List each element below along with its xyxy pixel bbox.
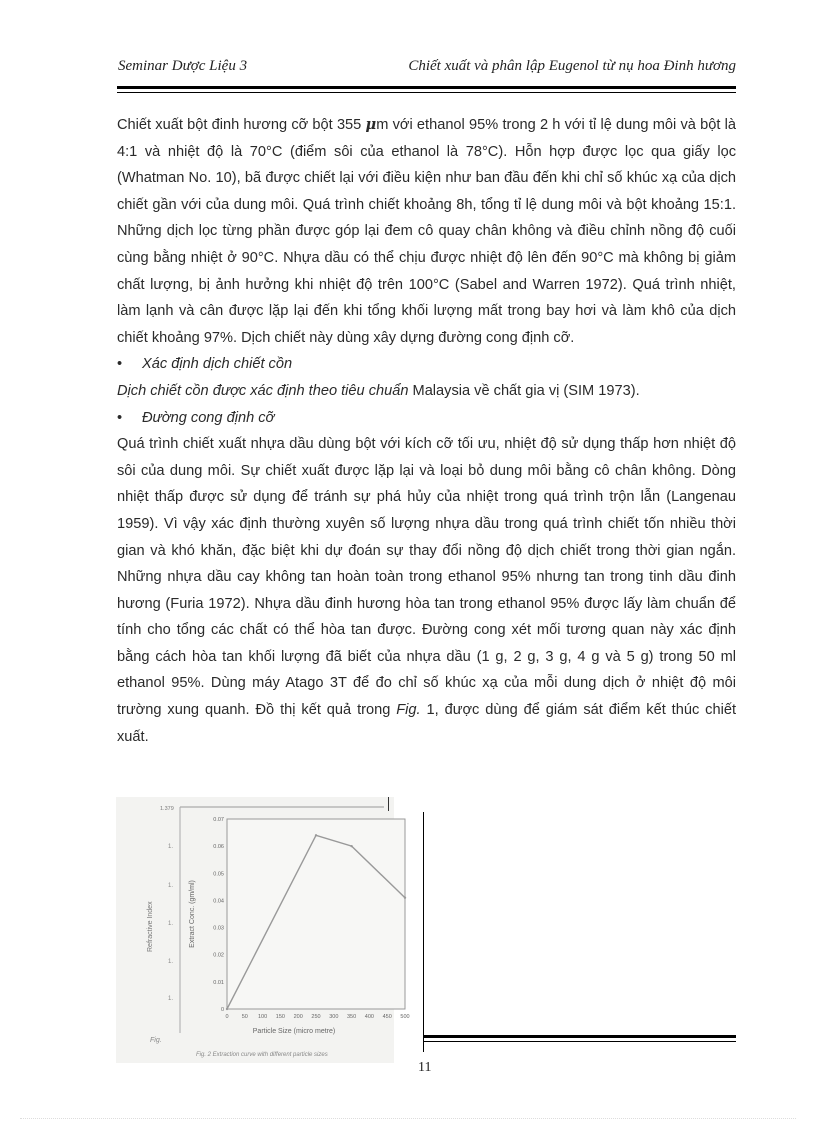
figure-caption: Fig. 2 Extraction curve with different particle sizes <box>196 1052 328 1058</box>
data-point <box>404 897 406 899</box>
y-tick-label: 0.06 <box>213 844 224 851</box>
bullet-icon: • <box>117 409 123 426</box>
x-tick-label: 400 <box>364 1014 374 1020</box>
header-rule-thin <box>117 92 736 93</box>
x-tick-label: 100 <box>258 1014 268 1020</box>
page-number: 11 <box>418 1060 432 1075</box>
back-top-label: 1.379 <box>160 806 174 812</box>
y-tick-label: 0.03 <box>213 925 224 932</box>
footer-rule-thin <box>424 1041 736 1042</box>
x-tick-label: 500 <box>400 1014 410 1020</box>
y-tick-label: 0.04 <box>213 898 224 905</box>
paragraph-3 <box>117 431 736 750</box>
footer-rule-thick <box>424 1035 736 1038</box>
header-rule-thick <box>117 86 736 89</box>
para2-italic: Dịch chiết cồn được xác định theo tiêu chuẩn <box>117 382 409 399</box>
x-tick-label: 300 <box>329 1014 339 1020</box>
x-tick-label: 200 <box>293 1014 303 1020</box>
para1-text-a: Chiết xuất bột đinh hương cỡ bột 355 <box>117 117 366 133</box>
back-tick-3: 1. <box>168 921 174 927</box>
data-point <box>350 845 352 847</box>
page-edge <box>20 1118 796 1119</box>
fig-label: Fig. <box>150 1037 162 1044</box>
y-tick-label: 0.07 <box>213 817 224 823</box>
paragraph-1 <box>117 112 736 351</box>
para3-text-b: 1, được dùng để giám sát điểm kết thúc chiết xuất. <box>117 702 736 745</box>
x-tick-label: 250 <box>311 1014 321 1020</box>
header-right: Chiết xuất và phân lập Eugenol từ nụ hoa Đinh hương <box>408 58 736 74</box>
bullet-extract-ethanol <box>117 351 736 378</box>
figure-tick-mark <box>388 797 389 811</box>
y-axis-label: Extract Conc. (gm/ml) <box>189 880 196 948</box>
back-axis-label: Refractive Index <box>147 901 154 952</box>
bullet-calibration-curve <box>117 405 736 432</box>
y-tick-label: 0 <box>220 1007 224 1013</box>
x-tick-label: 450 <box>382 1014 392 1020</box>
bullet1-text: Xác định dịch chiết cồn <box>142 356 293 373</box>
data-point <box>226 1008 228 1010</box>
figure-svg <box>116 797 410 1063</box>
paragraph-2 <box>117 378 736 405</box>
mu-symbol: μ <box>365 116 377 133</box>
header-left: Seminar Dược Liệu 3 <box>118 58 248 74</box>
back-tick-2: 1. <box>168 883 174 889</box>
body-text <box>117 112 736 750</box>
para2-text: Malaysia về chất gia vị (SIM 1973). <box>408 382 640 399</box>
para1-text-b: m với ethanol 95% trong 2 h với tỉ lệ dung môi và bột là 4:1 và nhiệt độ là 70°C (điểm sôi của ethanol là 78°C). Hỗn hợp được lọc qua giấy lọc (Whatman No. 10), bã được chiết lại với điều kiện như ban đầu đến khi chỉ số khúc xạ của dịch chiết gần với của dung môi. Quá trình chiết khoảng 8h, tổng tỉ lệ dung môi và bột khoảng 15:1. Những dịch lọc từng phần được góp lại đem cô quay chân không và điều chỉnh nồng độ cuối cùng bằng nhiệt ở 90°C. Nhựa dầu có thể chịu được nhiệt độ lên đến 90°C mà không bị giảm chất lượng, bị ảnh hưởng khi nhiệt độ trên 100°C (Sabel and Warren 1972). Quá trình nhiệt, làm lạnh và cân được lặp lại đến khi tổng khối lượng mất trong bay hơi và làm khô của dịch chiết khoảng 97%. Dịch chiết này dùng xây dựng đường cong định cỡ. <box>117 117 736 346</box>
fig-reference: Fig. <box>396 702 421 719</box>
back-tick-4: 1. <box>168 959 174 965</box>
extraction-chart <box>189 817 410 1035</box>
figure-image <box>116 797 410 1063</box>
para3-text-a: Quá trình chiết xuất nhựa dầu dùng bột với kích cỡ tối ưu, nhiệt độ sử dụng thấp hơn nhiệt độ sôi của dung môi. Sự chiết xuất được lặp lại và loại bỏ dung môi bằng cô chân không. Dòng nhiệt thấp được sử dụng để tránh sự phá hủy của nhiệt trong quá trình trộn lẫn (Langenau 1959). Vì vậy xác định thường xuyên số lượng nhựa dầu trong quá trình chiết tốn nhiều thời gian và khó khăn, đặc biệt khi dự đoán sự thay đổi nồng độ dịch chiết trong thời gian ngắn. Những nhựa dầu cay không tan hoàn toàn trong ethanol 95% nhưng tan trong tinh dầu đinh hương (Furia 1972). Nhựa dầu đinh hương hòa tan trong ethanol 95% được lấy làm chuẩn để tính cho tổng các chất có thể hòa tan được. Đường cong xét mối tương quan này xác định bằng cách hòa tan khối lượng đã biết của nhựa dầu (1 g, 2 g, 3 g, 4 g và 5 g) trong 50 ml ethanol 95%. Dùng máy Atago 3T để đo chỉ số khúc xạ của mỗi dung dịch ở nhiệt độ môi trường xung quanh. Đồ thị kết quả trong <box>117 436 736 719</box>
bullet2-text: Đường cong định cỡ <box>142 409 275 426</box>
back-tick-5: 1. <box>168 996 174 1002</box>
x-tick-label: 50 <box>241 1014 248 1020</box>
back-tick-1: 1. <box>168 844 174 850</box>
x-tick-label: 0 <box>225 1014 229 1020</box>
x-tick-label: 150 <box>275 1014 285 1020</box>
bullet-icon: • <box>117 356 123 373</box>
x-tick-label: 350 <box>347 1014 357 1020</box>
y-tick-label: 0.02 <box>213 952 224 959</box>
data-point <box>315 834 317 836</box>
y-tick-label: 0.01 <box>213 979 224 986</box>
figure-right-border <box>423 812 424 1052</box>
x-axis-label: Particle Size (micro metre) <box>252 1028 336 1035</box>
y-tick-label: 0.05 <box>213 871 224 878</box>
